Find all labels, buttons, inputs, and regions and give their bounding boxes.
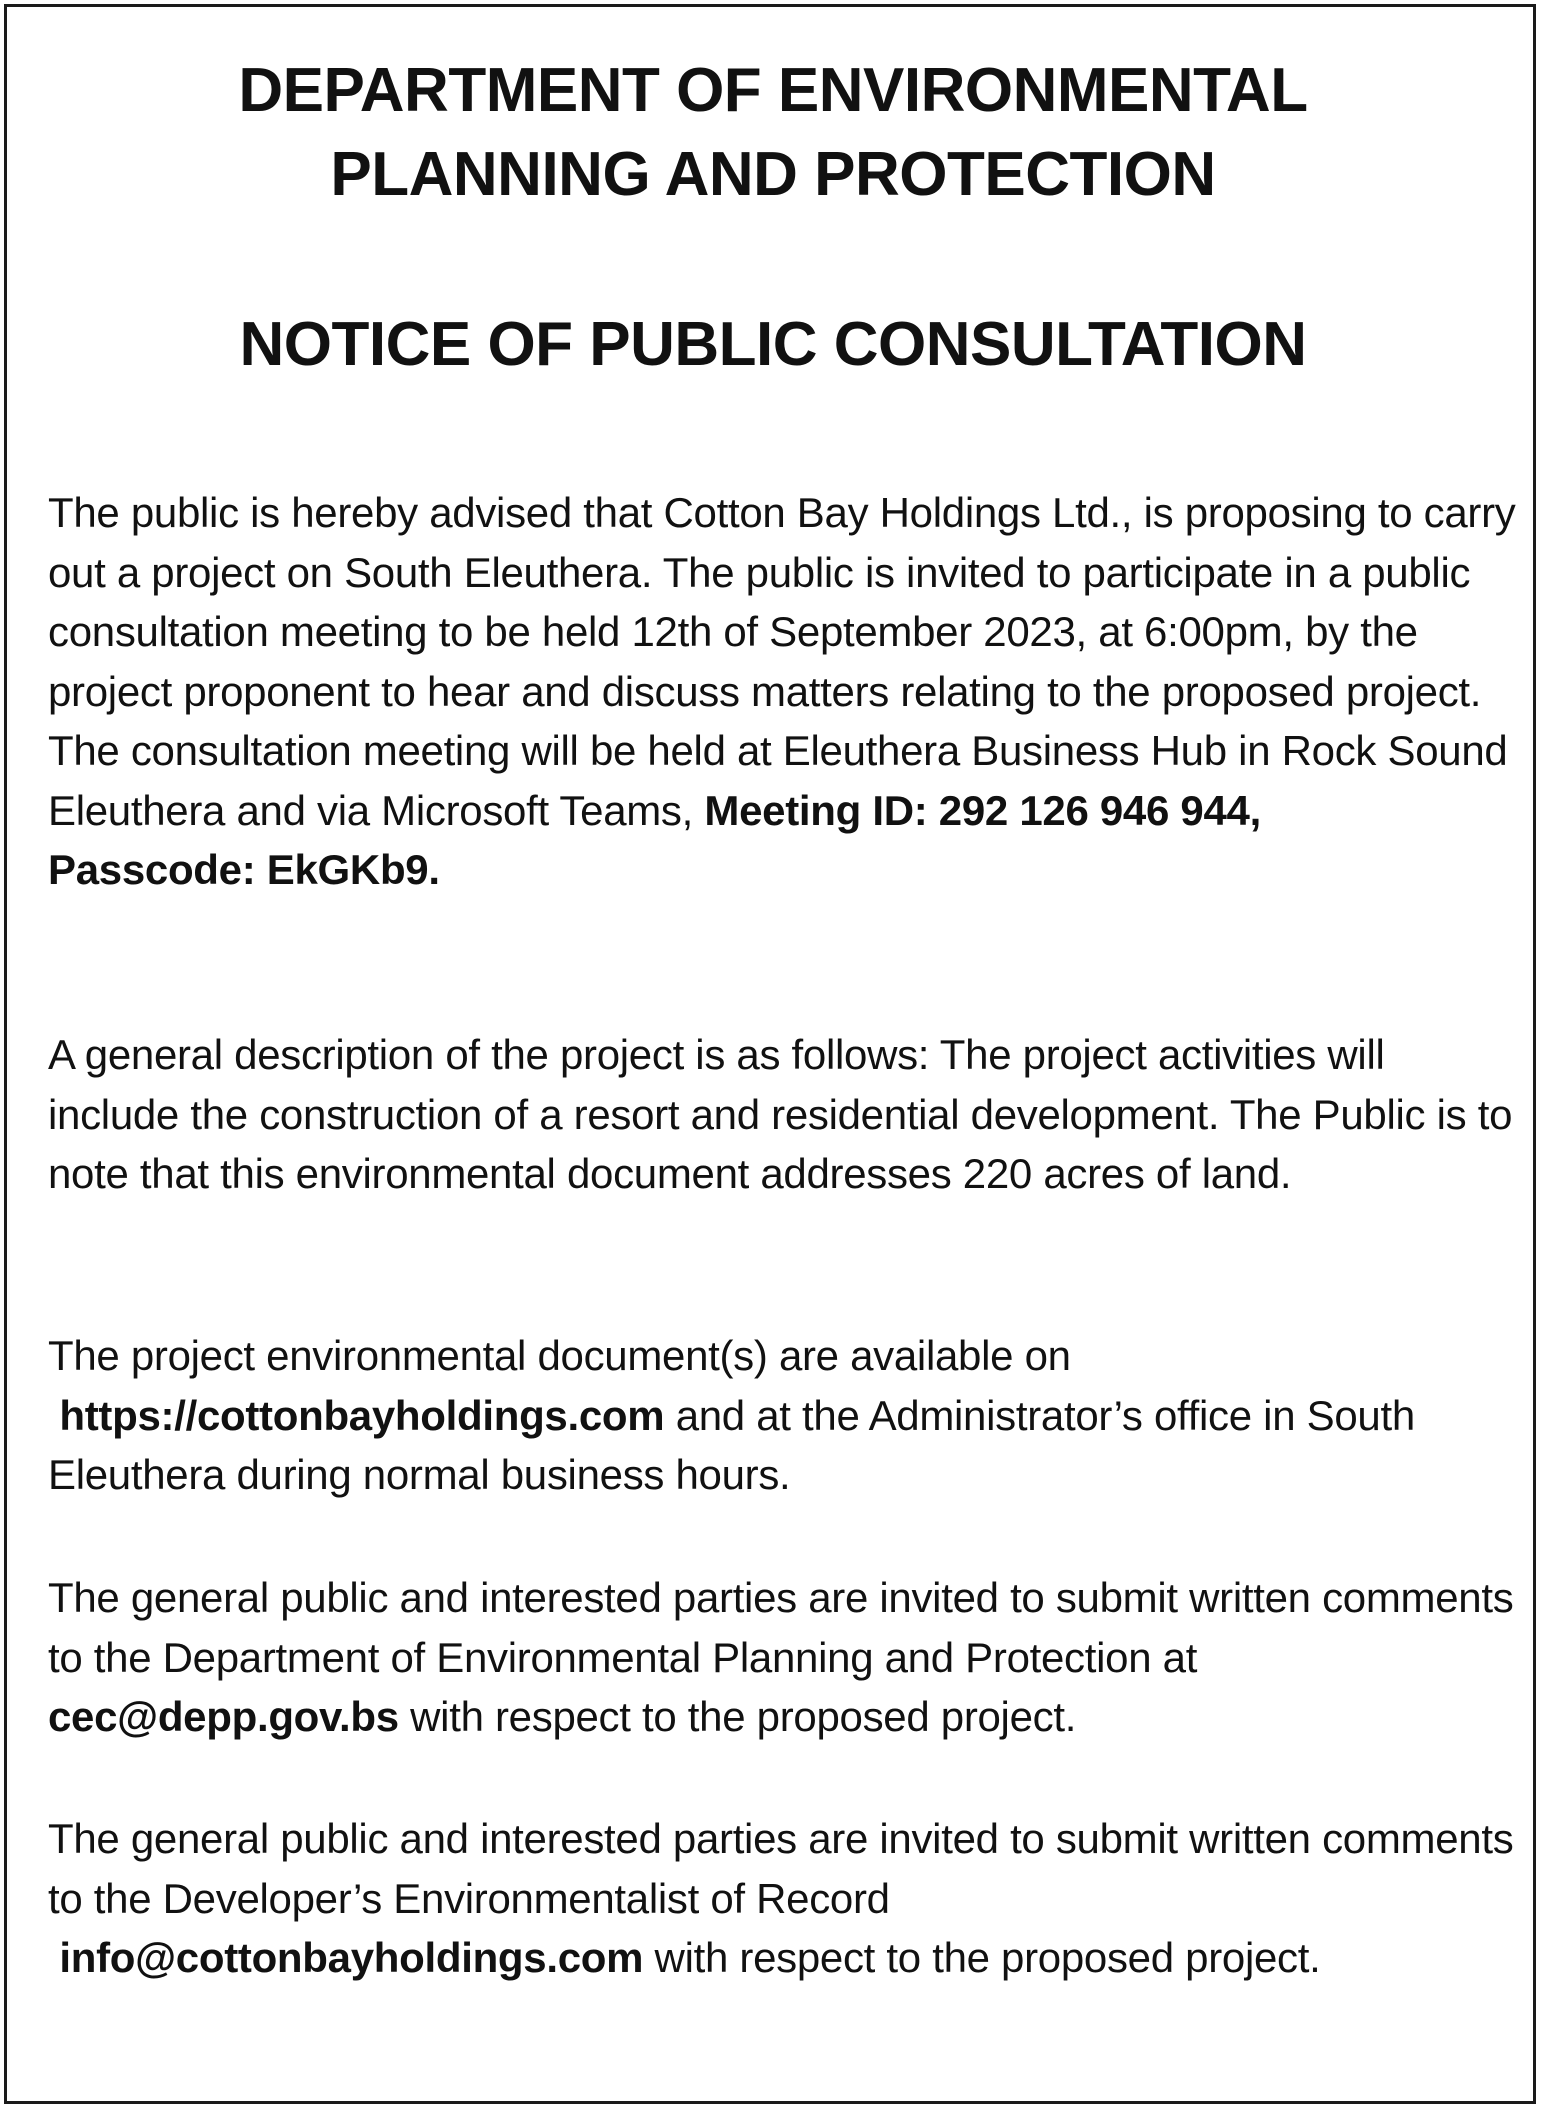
availability-text-before: The project environmental document(s) are available on xyxy=(48,1332,1071,1379)
notice-title: NOTICE OF PUBLIC CONSULTATION xyxy=(239,310,1307,379)
consultation-paragraph xyxy=(48,483,1518,900)
document-availability-paragraph xyxy=(48,1326,1518,1505)
department-heading-line1: DEPARTMENT OF ENVIRONMENTAL xyxy=(238,56,1308,125)
notice-frame xyxy=(4,4,1536,2104)
depp-comments-paragraph xyxy=(48,1568,1518,1747)
depp-comments-text-after: with respect to the proposed project. xyxy=(410,1693,1077,1740)
consultation-text: The public is hereby advised that Cotton Bay Holdings Ltd., is proposing to carry out a project on South Eleuthera. The public is invited to participate in a public consultation meeting to be held 12th of September 2023, at 6:00pm, by the project proponent to hear and discuss matters relating to the proposed project. The consultation meeting will be held at Eleuthera Business Hub in Rock Sound Eleuthera and via Microsoft Teams, xyxy=(48,489,1516,834)
developer-email-link[interactable]: info@cottonbayholdings.com xyxy=(59,1934,644,1981)
meeting-id: Meeting ID: 292 126 946 944, xyxy=(704,786,1261,834)
availability-text-after: and at the Administrator’s office in South Eleuthera during normal business hours. xyxy=(48,1391,1415,1498)
project-website-link[interactable]: https://cottonbayholdings.com xyxy=(59,1391,665,1439)
department-heading xyxy=(7,49,1539,217)
project-description-paragraph: A general description of the project is as follows: The project activities will include the construction of a resort and residential development. The Public is to note that this environmental document addresses 220 acres of land. xyxy=(48,1031,1513,1197)
developer-comments-text-after: with respect to the proposed project. xyxy=(654,1934,1321,1981)
depp-comments-text-before: The general public and interested parties are invited to submit written comments to the Department of Environmental Planning and Protection at xyxy=(48,1574,1514,1681)
depp-email-link[interactable]: cec@depp.gov.bs xyxy=(48,1693,399,1740)
developer-comments-text-before: The general public and interested parties are invited to submit written comments to the Developer’s Environmentalist of Record xyxy=(48,1815,1514,1922)
meeting-passcode: Passcode: EkGKb9. xyxy=(48,846,440,893)
department-heading-line2: PLANNING AND PROTECTION xyxy=(330,140,1216,209)
developer-comments-paragraph xyxy=(48,1809,1518,1988)
